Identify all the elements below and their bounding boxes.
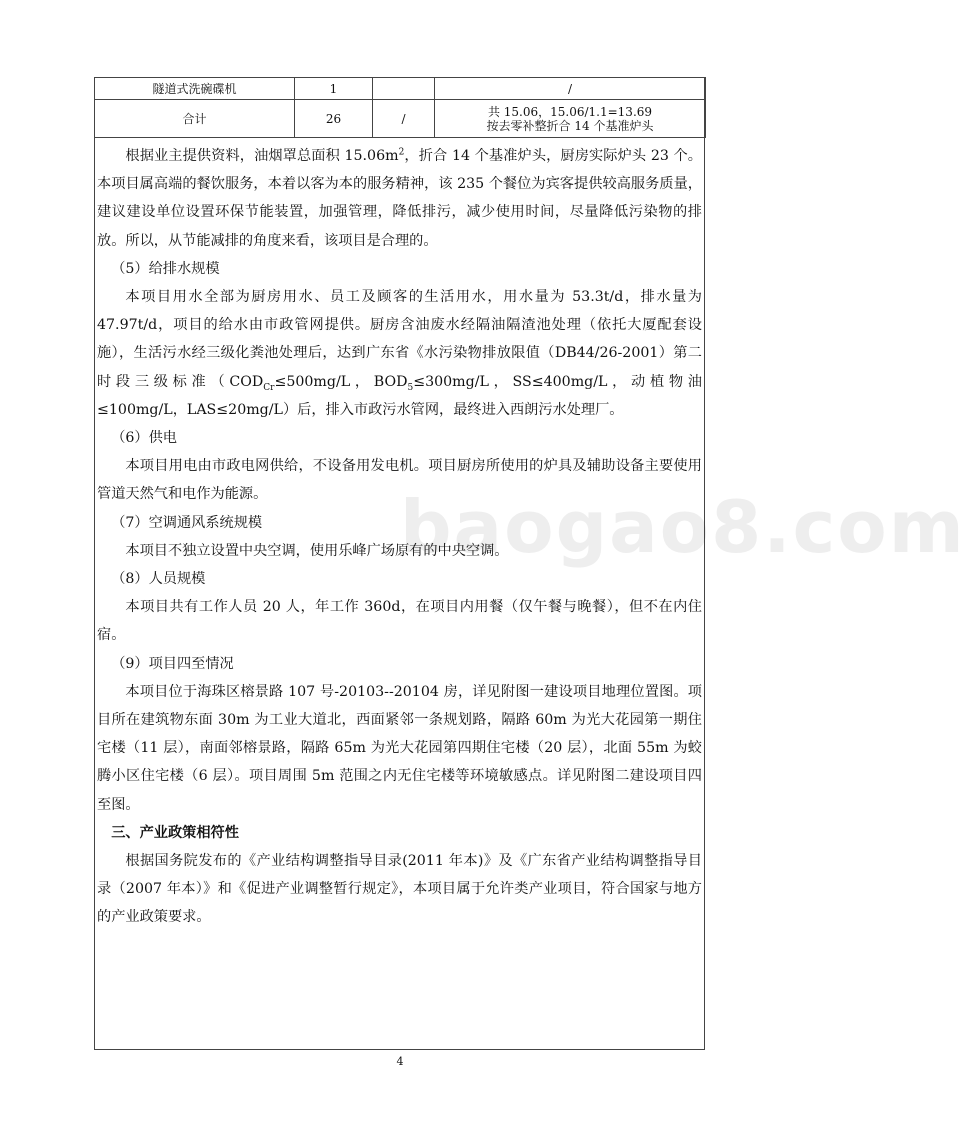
- paragraph-policy: 根据国务院发布的《产业结构调整指导目录(2011 年本)》及《广东省产业结构调整指导目录（2007 年本）》和《促进产业调整暂行规定》，本项目属于允许类产业项目，符合国家与地方的产业政策要求。: [97, 853, 702, 926]
- paragraph-power: 本项目用电由市政电网供给，不设备用发电机。项目厨房所使用的炉具及辅助设备主要使用管道天然气和电作为能源。: [97, 458, 702, 503]
- equipment-table: [94, 77, 706, 138]
- total-note-line-1: 共 15.06，15.06/1.1=13.69: [487, 104, 653, 119]
- heading-water: （5）给排水规模: [111, 260, 220, 277]
- watermark: baogao8.com: [400, 485, 966, 569]
- water-text-1: 本项目用水全部为厨房用水、员工及顾客的生活用水，用水量为 53.3t/d，排水量为 47.97t/d，项目的给水由市政管网提供。厨房含油废水经隔油隔渣池处理（依托大厦配套设施），生活污水经三级化粪池处理后，达到广东省《水污染物排放限值（DB44/26-2001）第二时段三级标准（COD: [97, 289, 702, 390]
- equipment-name-cell: 隧道式洗碗碟机: [95, 78, 295, 100]
- water-text-3: ≤300mg/L，SS≤400mg/L，动植物油≤100mg/L，LAS≤20mg/L）后，排入市政污水管网，最终进入西朗污水处理厂。: [97, 373, 702, 418]
- hood-text-1: 根据业主提供资料，油烟罩总面积 15.06m: [125, 148, 399, 164]
- table-row: [95, 78, 706, 100]
- equipment-note-cell: /: [435, 78, 706, 100]
- paragraph-staff: 本项目共有工作人员 20 人，年工作 360d，在项目内用餐（仅午餐与晚餐），但不在内住宿。: [97, 599, 702, 644]
- paragraph-water: [97, 283, 702, 424]
- total-note-line-2: 按去零补整折合 14 个基准炉头: [486, 118, 654, 133]
- superscript: 2: [398, 147, 405, 158]
- total-label-cell: 合计: [95, 100, 295, 138]
- equipment-col3-cell: [373, 78, 435, 100]
- subscript-cr: Cr: [263, 382, 275, 393]
- heading-staff: （8）人员规模: [111, 571, 206, 588]
- equipment-qty-cell: 1: [295, 78, 373, 100]
- heading-ac: （7）空调通风系统规模: [111, 514, 263, 531]
- paragraph-location: 本项目位于海珠区榕景路 107 号-20103--20104 房，详见附图一建设项目地理位置图。项目所在建筑物东面 30m 为工业大道北，西面紧邻一条规划路，隔路 60m 为光大花园第一期住宅楼（11 层），南面邻榕景路，隔路 65m 为光大花园第四期住宅楼（20 层），北面 55m 为蛟腾小区住宅楼（6 层）。项目周围 5m 范围之内无住宅楼等环境敏感点。详见附图二建设项目四至图。: [97, 683, 702, 813]
- subscript-5: 5: [407, 382, 414, 393]
- water-text-2: ≤500mg/L，BOD: [274, 373, 408, 390]
- page-number: 4: [396, 1055, 404, 1068]
- paragraph-hood: [97, 142, 702, 255]
- total-col3-cell: /: [373, 100, 435, 138]
- document-body: [97, 142, 702, 932]
- heading-location: （9）项目四至情况: [111, 655, 234, 672]
- section-heading-policy: 三、产业政策相符性: [111, 824, 239, 841]
- heading-power: （6）供电: [111, 430, 177, 447]
- total-qty-cell: 26: [295, 100, 373, 138]
- total-note-cell: [435, 100, 706, 138]
- table-row-total: [95, 100, 706, 138]
- paragraph-ac: 本项目不独立设置中央空调，使用乐峰广场原有的中央空调。: [125, 542, 509, 559]
- hood-text-2: ，折合 14 个基准炉头，厨房实际炉头 23 个。本项目属高端的餐饮服务，本着以客为本的服务精神，该 235 个餐位为宾客提供较高服务质量，建议建设单位设置环保节能装置，加强管理，降低排污，减少使用时间，尽量降低污染物的排放。所以，从节能减排的角度来看，该项目是合理的。: [97, 148, 702, 249]
